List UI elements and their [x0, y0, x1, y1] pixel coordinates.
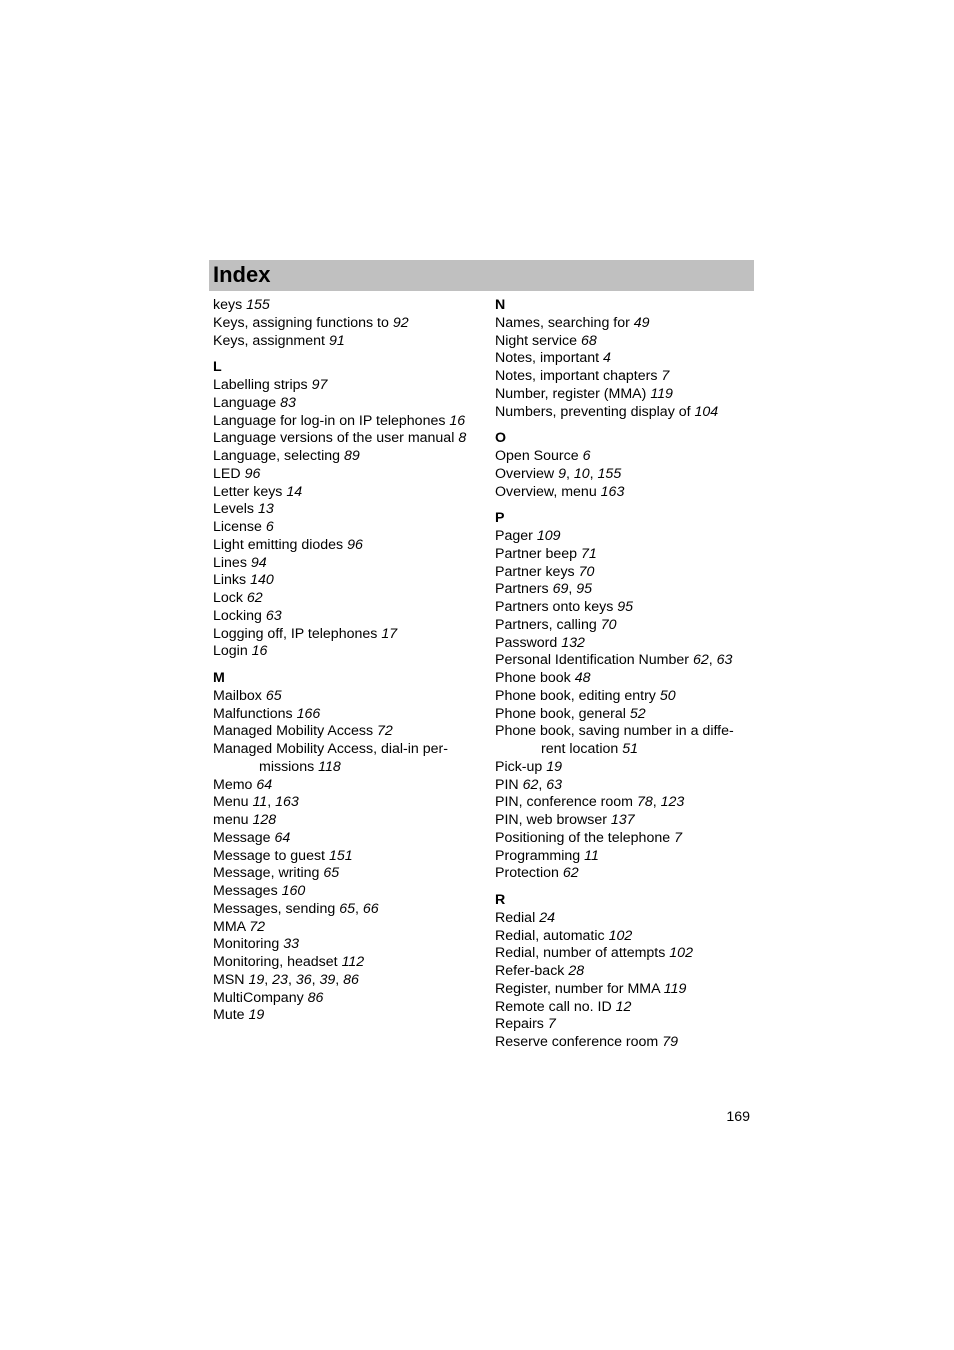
page-reference: 118: [318, 758, 341, 775]
index-term-continuation: [213, 759, 469, 777]
page-reference: 119: [663, 980, 687, 997]
index-section-letter: N: [495, 297, 506, 313]
page-reference: 64: [274, 829, 291, 846]
index-term: Lock: [213, 590, 243, 606]
index-entry: [213, 315, 469, 333]
index-entry: [213, 626, 469, 644]
index-entry: Overview 9, 10, 155: [495, 465, 622, 482]
page-reference: 89: [343, 448, 360, 464]
index-section-letter: O: [495, 430, 507, 447]
index-entry: [495, 759, 751, 777]
index-term: missions: [259, 758, 315, 775]
index-entry: [213, 297, 469, 315]
index-term: Redial, number of attempts: [495, 945, 666, 962]
index-entry: [495, 945, 751, 963]
index-entry: [213, 919, 469, 937]
index-entry: [495, 928, 751, 946]
index-entry: [213, 1007, 469, 1025]
index-term: PIN, conference room: [495, 794, 633, 811]
index-term: Reserve conference room: [495, 1034, 659, 1050]
index-entry: [495, 706, 751, 724]
index-term: Levels: [213, 501, 255, 518]
index-term: PIN: [495, 776, 519, 793]
index-entry: [495, 333, 751, 351]
index-entry: [495, 315, 751, 333]
page-reference: 96: [244, 465, 261, 482]
index-term: menu: [213, 812, 249, 828]
page-reference: 19: [248, 1007, 265, 1024]
index-entry: [213, 501, 469, 519]
index-entry: [495, 386, 751, 404]
page-title: Index: [213, 262, 271, 287]
index-term: Message to guest: [213, 847, 325, 864]
page-reference: 11: [252, 794, 268, 811]
index-term: Phone book, saving number in a diffe-: [495, 723, 734, 740]
page-reference: 63: [265, 607, 282, 624]
page-reference: 166: [296, 705, 321, 722]
page-reference: 137: [610, 812, 635, 828]
index-term: Partner keys: [495, 563, 575, 580]
index-entry: [213, 333, 469, 351]
page-reference: 24: [539, 909, 555, 926]
index-term: PIN, web browser: [495, 812, 607, 828]
index-term: Language: [213, 394, 277, 411]
index-term: MultiCompany: [213, 989, 304, 1006]
index-entry: [495, 812, 751, 830]
page-reference: 72: [249, 918, 266, 935]
page-reference: 119: [650, 385, 673, 402]
index-term: MMA: [213, 918, 246, 935]
index-entry: [213, 430, 469, 448]
page-reference: 7: [661, 368, 670, 384]
index-entry: [495, 404, 751, 422]
index-entry: [213, 519, 469, 537]
index-entry: [495, 635, 751, 653]
page-reference: 163: [275, 794, 299, 811]
page-reference: 79: [662, 1034, 678, 1050]
index-term: keys: [213, 297, 243, 313]
index-column-left: [213, 297, 469, 1025]
index-term: Refer-back: [495, 963, 565, 979]
index-term: rent location: [541, 741, 619, 757]
index-entry: [495, 865, 751, 883]
index-entry: Menu 11, 163: [213, 794, 299, 811]
index-entry: [495, 910, 751, 928]
page-reference: 28: [568, 963, 585, 979]
index-term: Phone book: [495, 670, 571, 686]
index-entry: [213, 413, 469, 431]
page-reference: 123: [660, 794, 685, 811]
page-reference: 8: [458, 430, 467, 447]
page-reference: 102: [669, 945, 693, 962]
index-term: Overview: [495, 465, 555, 482]
page-reference: 91: [328, 332, 345, 349]
page-reference: 50: [659, 687, 676, 704]
index-term: Lines: [213, 554, 247, 571]
index-term: Phone book, general: [495, 705, 626, 722]
page-reference: 72: [377, 723, 393, 740]
page-reference: 163: [600, 483, 625, 500]
index-entry: [213, 812, 469, 830]
index-term: Redial, automatic: [495, 927, 605, 944]
index-entry: MSN 19, 23, 36, 39, 86: [213, 971, 359, 988]
index-term: Partners onto keys: [495, 599, 614, 615]
index-term: Number, register (MMA): [495, 385, 647, 402]
index-entry: [213, 865, 469, 883]
index-term: Partners, calling: [495, 616, 597, 633]
page-reference: 71: [580, 545, 597, 562]
index-term: Pick-up: [495, 758, 543, 775]
page-reference: 69: [552, 581, 569, 598]
index-term: Managed Mobility Access, dial-in per-: [213, 741, 448, 757]
index-entry: [213, 848, 469, 866]
index-term: Message, writing: [213, 865, 320, 882]
index-term: Partner beep: [495, 545, 578, 562]
index-entry: [213, 777, 469, 795]
page-reference: 132: [561, 634, 585, 651]
index-term: Light emitting diodes: [213, 536, 344, 553]
page-reference: 65: [323, 865, 340, 882]
page-reference: 63: [546, 776, 563, 793]
index-entry: [495, 1016, 751, 1034]
page-reference: 155: [597, 465, 622, 482]
index-term: Overview, menu: [495, 483, 597, 500]
index-entry: [213, 883, 469, 901]
page-reference: 95: [576, 581, 593, 598]
index-entry: [213, 954, 469, 972]
page-reference: 83: [280, 394, 296, 411]
index-term: Repairs: [495, 1016, 544, 1033]
index-term: Positioning of the telephone: [495, 829, 671, 846]
index-term: Mute: [213, 1007, 245, 1024]
page-reference: 7: [674, 829, 682, 846]
page-reference: 66: [362, 900, 379, 917]
index-entry: [213, 936, 469, 954]
index-term: Language, selecting: [213, 448, 341, 464]
index-term: LED: [213, 465, 241, 482]
index-entry: [213, 484, 469, 502]
page-reference: 13: [257, 501, 274, 518]
index-entry: [213, 990, 469, 1008]
index-term: Register, number for MMA: [495, 980, 660, 997]
page-reference: 160: [281, 883, 306, 899]
index-entry: [495, 368, 751, 386]
page-reference: 12: [615, 998, 632, 1015]
index-term: Labelling strips: [213, 377, 308, 393]
index-column-right: [495, 297, 751, 1052]
page-reference: 70: [578, 563, 595, 580]
index-entry: [213, 830, 469, 848]
index-entry: [495, 484, 751, 502]
page-reference: 51: [622, 741, 639, 757]
index-term: Protection: [495, 865, 559, 882]
index-term: Personal Identification Number: [495, 652, 689, 669]
index-term: License: [213, 519, 262, 535]
page-reference: 86: [343, 971, 359, 988]
page-number: 169: [726, 1109, 750, 1125]
index-entry: [495, 617, 751, 635]
index-entry: [213, 466, 469, 484]
page-reference: 78: [636, 794, 653, 811]
page-reference: 11: [584, 847, 599, 864]
index-term: Login: [213, 643, 248, 660]
index-entry: [495, 963, 751, 981]
page-reference: 92: [392, 314, 409, 331]
index-term: MSN: [213, 971, 245, 988]
index-entry: [495, 688, 751, 706]
page-reference: 95: [617, 599, 634, 615]
index-section-letter: L: [213, 359, 222, 376]
index-term: Notes, important chapters: [495, 368, 658, 384]
page-reference: 9: [558, 465, 566, 482]
index-term: Language versions of the user manual: [213, 430, 455, 447]
page-reference: 52: [629, 705, 646, 722]
index-term: Redial: [495, 909, 536, 926]
index-term: Managed Mobility Access: [213, 723, 374, 740]
index-section-letter: M: [213, 670, 225, 686]
page-reference: 36: [295, 971, 312, 988]
page-reference: 65: [265, 687, 282, 704]
page-reference: 19: [248, 971, 265, 988]
page-reference: 94: [250, 554, 267, 571]
index-entry: [495, 723, 751, 759]
page-reference: 62: [562, 865, 579, 882]
index-section-letter: P: [495, 510, 505, 527]
index-entry: [213, 537, 469, 555]
index-entry: [213, 741, 469, 777]
page-reference: 86: [307, 989, 324, 1006]
page-reference: 10: [573, 465, 590, 482]
index-term: Phone book, editing entry: [495, 687, 656, 704]
page-reference: 104: [694, 403, 719, 420]
index-term: Programming: [495, 847, 581, 864]
index-entry: [213, 590, 469, 608]
index-entry: [213, 448, 469, 466]
page-reference: 70: [600, 616, 617, 633]
index-entry: [213, 723, 469, 741]
index-entry: [213, 377, 469, 395]
index-term: Messages, sending: [213, 900, 336, 917]
page-reference: 33: [283, 936, 299, 953]
page-reference: 6: [265, 519, 274, 535]
index-term: Night service: [495, 332, 578, 349]
page-reference: 109: [536, 528, 561, 544]
index-term: Messages: [213, 883, 278, 899]
index-term: Keys, assigning functions to: [213, 314, 389, 331]
page-reference: 151: [328, 847, 353, 864]
page-reference: 49: [633, 314, 650, 331]
index-entry: [495, 350, 751, 368]
index-entry: [495, 564, 751, 582]
index-header-bar: [209, 260, 754, 291]
index-term: Language for log-in on IP telephones: [213, 412, 446, 429]
index-term: Locking: [213, 607, 262, 624]
index-entry: [495, 448, 751, 466]
page-reference: 63: [716, 652, 733, 669]
index-term: Remote call no. ID: [495, 998, 612, 1015]
page-reference: 19: [546, 758, 563, 775]
index-term: Menu: [213, 794, 249, 811]
index-term: Names, searching for: [495, 314, 630, 331]
index-term: Password: [495, 634, 558, 651]
page-reference: 64: [256, 776, 273, 793]
index-entry: PIN, conference room 78, 123: [495, 794, 685, 811]
index-term-continuation: [495, 741, 751, 759]
page-reference: 16: [449, 412, 466, 429]
page-reference: 68: [580, 332, 597, 349]
index-entry: [213, 555, 469, 573]
index-entry: [495, 670, 751, 688]
index-entry: [213, 572, 469, 590]
index-term: Letter keys: [213, 483, 283, 500]
page-reference: 4: [603, 350, 611, 367]
index-section-letter: R: [495, 892, 506, 908]
index-term: Open Source: [495, 448, 579, 464]
page-reference: 16: [251, 643, 268, 660]
page-reference: 65: [339, 900, 355, 917]
index-entry: [495, 981, 751, 999]
page-reference: 112: [341, 954, 365, 970]
page-reference: 39: [319, 971, 336, 988]
index-entry: [213, 643, 469, 661]
index-entry: [495, 528, 751, 546]
index-entry: [213, 395, 469, 413]
index-term: Keys, assignment: [213, 332, 325, 349]
index-entry: [495, 830, 751, 848]
index-term: Partners: [495, 581, 549, 598]
index-entry: PIN 62, 63: [495, 776, 563, 793]
index-entry: [213, 688, 469, 706]
index-entry: Messages, sending 65, 66: [213, 900, 379, 917]
page-reference: 102: [608, 927, 633, 944]
index-term: Monitoring, headset: [213, 954, 338, 970]
index-term: Memo: [213, 776, 253, 793]
page-reference: 62: [522, 776, 539, 793]
page-reference: 97: [311, 377, 328, 393]
index-term: Notes, important: [495, 350, 600, 367]
page-reference: 62: [692, 652, 709, 669]
page-reference: 128: [252, 812, 277, 828]
index-entry: [213, 608, 469, 626]
page-reference: 155: [246, 297, 270, 313]
index-term: Links: [213, 572, 247, 589]
index-entry: [495, 1034, 751, 1052]
page-reference: 96: [347, 536, 363, 553]
index-term: Malfunctions: [213, 705, 293, 722]
index-entry: Personal Identification Number 62, 63: [495, 652, 733, 669]
index-entry: Partners 69, 95: [495, 581, 593, 598]
index-term: Logging off, IP telephones: [213, 625, 378, 642]
page-reference: 23: [272, 971, 288, 988]
page-reference: 140: [250, 572, 274, 589]
index-entry: [495, 546, 751, 564]
page-reference: 62: [246, 590, 263, 606]
index-entry: [495, 599, 751, 617]
index-term: Message: [213, 829, 271, 846]
page-reference: 17: [381, 625, 398, 642]
index-term: Numbers, preventing display of: [495, 403, 691, 420]
index-term: Monitoring: [213, 936, 280, 953]
page-reference: 48: [574, 670, 591, 686]
index-term: Pager: [495, 528, 533, 544]
index-entry: [213, 706, 469, 724]
page-reference: 14: [286, 483, 303, 500]
index-entry: [495, 848, 751, 866]
page-reference: 6: [582, 448, 591, 464]
page-reference: 7: [547, 1016, 556, 1033]
index-term: Mailbox: [213, 687, 262, 704]
index-entry: [495, 999, 751, 1017]
